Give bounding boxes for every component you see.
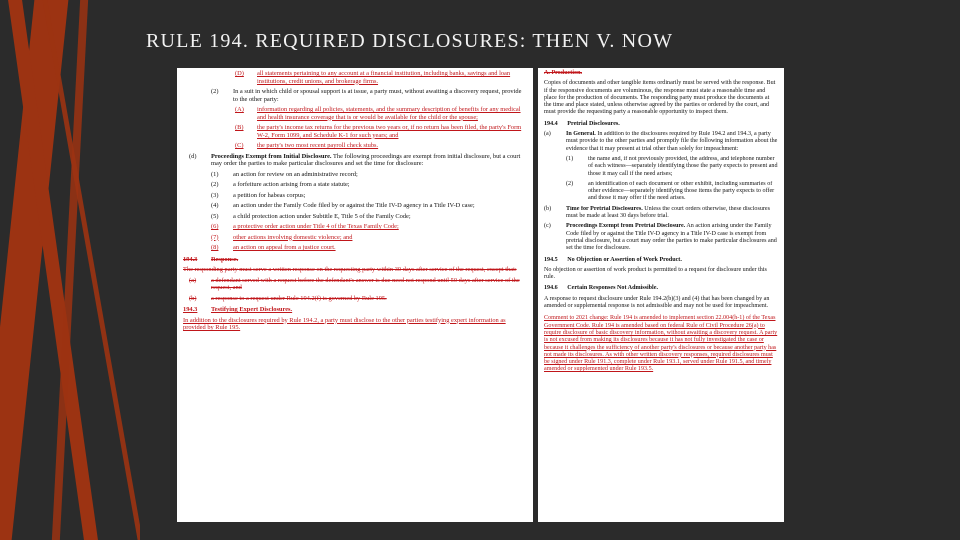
section-heading: In General.: [566, 131, 596, 138]
item-text: a child protection action under Subtitle E, Title 5 of the Family Code;: [233, 212, 411, 220]
item-text: a defendant served with a request before the defendant's answer is due need not respond until 50 days after service of the request, and: [211, 276, 520, 291]
item-label: (b): [544, 205, 552, 212]
list-item: [183, 234, 527, 242]
item-label: (d): [189, 152, 197, 160]
rule-194-6-text: A response to request disclosure under Rule 194.2(b)(3) and (4) that has been changed by an amended or supplemental response is not admissible and may not be used for impeachment.: [544, 295, 770, 310]
item-text: Unless the court orders otherwise, these disclosures must be made at least 30 days before trial.: [566, 205, 771, 220]
item-text: a petition for habeas corpus;: [233, 191, 306, 199]
item-label: (D): [235, 70, 244, 77]
item-text: information regarding all policies, statements, and the summary description of benefits for any medical and health insurance coverage that is or would be available for the child or the spouse;: [257, 106, 521, 121]
rule-title: No Objection or Assertion of Work Product.: [567, 256, 682, 263]
production-heading: A. Production.: [544, 70, 582, 76]
item-text: An action arising under the Family Code filed by or against the Title IV-D agency in a Title IV-D case is exempt from pretrial disclosure, but a court may order the parties to make particular disclosures and set the time for disclosure.: [566, 223, 777, 252]
item-text: The following proceedings are exempt from initial disclosure, but a court may order the parties to make particular disclosures and set the time for disclosure:: [211, 152, 521, 167]
rule-number: 194.4: [544, 120, 558, 127]
item-label: (8): [211, 244, 219, 251]
rule-194-3-text: The responding party must serve a written response on the requesting party within 30 days after service of the request, except that:: [183, 266, 517, 273]
rule-194-4-heading: [544, 121, 778, 128]
rule-194-5-text: No objection or assertion of work product is permitted to a request for disclosure under this rule.: [544, 266, 767, 281]
item-text: a protective order action under Title 4 of the Texas Family Code;: [233, 223, 399, 230]
item-label: (2): [211, 88, 219, 95]
list-item: [183, 213, 527, 221]
slide-title: RULE 194. REQUIRED DISCLOSURES: THEN V. NOW: [146, 30, 674, 52]
rule-title: Response.: [211, 255, 239, 263]
item-text: the name and, if not previously provided, the address, and telephone number of each witness—separately identifying those the party expects to present and those it may call if the need arises;: [588, 155, 778, 177]
section-heading: Time for Pretrial Disclosures.: [566, 205, 643, 212]
list-item: [544, 156, 778, 178]
item-b: [544, 206, 778, 221]
item-label: (2): [566, 180, 574, 187]
rule-194-3-heading: [183, 256, 527, 264]
item-a: [544, 131, 778, 153]
item-label: (a): [189, 276, 197, 284]
list-item: [544, 181, 778, 203]
left-document-page: [177, 68, 533, 522]
rule-194-6-heading: [544, 285, 778, 292]
item-text: a response to a request under Rule 194.2(f) is governed by Rule 195.: [211, 294, 387, 302]
list-item: [183, 223, 527, 231]
item-label: (3): [211, 191, 219, 199]
item-label: (A): [235, 106, 244, 113]
rule-number: 194.6: [544, 285, 558, 292]
item-label: (2): [211, 181, 219, 188]
item-A: [183, 106, 527, 121]
production-text: Copies of documents and other tangible items ordinarily must be served with the response. But if the responsive documents are voluminous, the response must state a reasonable time and place for the production of documents. The responding party must produce the documents at the time and place stated, unless otherwise agreed by the parties or ordered by the court, and must provide the requesting party a reasonable opportunity to inspect them.: [544, 80, 776, 116]
list-item: [183, 244, 527, 252]
item-text: In addition to the disclosures required by Rule 194.2 and 194.3, a party must provide to the other parties and promptly file the following information about the evidence that it may present at trial other than solely for impeachment:: [566, 131, 778, 152]
item-2: [183, 88, 527, 103]
item-label: (C): [235, 142, 244, 149]
rule-number: 194.3: [183, 306, 198, 313]
item-text: a forfeiture action arising from a state statute;: [233, 181, 350, 188]
list-item: [183, 277, 527, 292]
item-text: an identification of each document or other exhibit, including summaries of other evidence—separately identifying those items the party expects to offer and those it may offer if the need arises.: [588, 180, 775, 202]
rule-title: Testifying Expert Disclosures.: [211, 306, 293, 313]
item-c: [544, 223, 778, 252]
rule-194-5-heading: [544, 257, 778, 264]
item-text: In a suit in which child or spousal support is at issue, a party must, without awaiting a discovery request, provide to the other party:: [233, 88, 522, 103]
item-label: (4): [211, 202, 219, 209]
section-heading: Proceedings Exempt from Initial Disclosure.: [211, 152, 332, 160]
item-text: the party's income tax returns for the previous two years or, if no return has been filed, the party's Form W-2, Form 1099, and Schedule K-1 for such years; and: [257, 124, 522, 139]
item-B: [183, 124, 527, 139]
rule-194-3-new-heading: [183, 306, 527, 314]
rule-number: 194.5: [544, 256, 558, 263]
item-d: [183, 153, 527, 168]
rule-194-3-new-text: In addition to the disclosures required by Rule 194.2, a party must disclose to the other parties testifying expert information as provided by Rule 195.: [183, 316, 506, 331]
rule-title: Pretrial Disclosures.: [567, 120, 620, 127]
comment-2021: Comment to 2021 change: Rule 194 is amended to implement section 22.004(h-1) of the Texas Government Code. Rule 194 is amended based on federal Rule of Civil Procedure 26(a) to require disclosure of basic discovery information, without awaiting a discovery request. A party is not excused from making its disclosures because it has not fully investigated the case or because it challenges the sufficiency of another party's disclosures or because another party has not made its disclosures. As with other written discovery responses, required disclosures must be signed under Rule 191.3, complete under Rule 193.1, served under Rule 191.5, and timely amended or supplemented under Rule 193.5.: [544, 315, 778, 373]
item-label: (5): [211, 212, 219, 220]
right-document-page: [538, 68, 784, 522]
list-item: [183, 295, 527, 303]
item-label: (B): [235, 124, 244, 131]
item-label: (a): [544, 131, 551, 138]
list-item: [183, 192, 527, 200]
item-label: (6): [211, 223, 219, 230]
item-text: other actions involving domestic violence; and: [233, 233, 353, 241]
rule-number: 194.3: [183, 255, 198, 263]
item-label: (c): [544, 223, 551, 230]
item-text: an action on appeal from a justice court.: [233, 244, 336, 251]
item-text: all statements pertaining to any account at a financial institution, including banks, savings and loan institutions, credit unions, and brokerage firms.: [257, 70, 511, 85]
item-label: (7): [211, 233, 219, 241]
list-item: [183, 171, 527, 179]
item-C: [183, 142, 527, 150]
item-label: (1): [211, 170, 219, 178]
rule-title: Certain Responses Not Admissible.: [567, 285, 658, 292]
accent-bars: [0, 0, 140, 540]
item-label: (1): [566, 155, 574, 162]
item-D: [183, 70, 527, 85]
item-text: the party's two most recent payroll check stubs.: [257, 142, 379, 149]
item-text: an action under the Family Code filed by or against the Title IV-D agency in a Title IV-D case;: [233, 202, 475, 209]
list-item: [183, 181, 527, 189]
section-heading: Proceedings Exempt from Pretrial Disclosure.: [566, 223, 686, 230]
item-label: (b): [189, 294, 197, 302]
list-item: [183, 202, 527, 210]
item-text: an action for review on an administrative record;: [233, 170, 358, 178]
